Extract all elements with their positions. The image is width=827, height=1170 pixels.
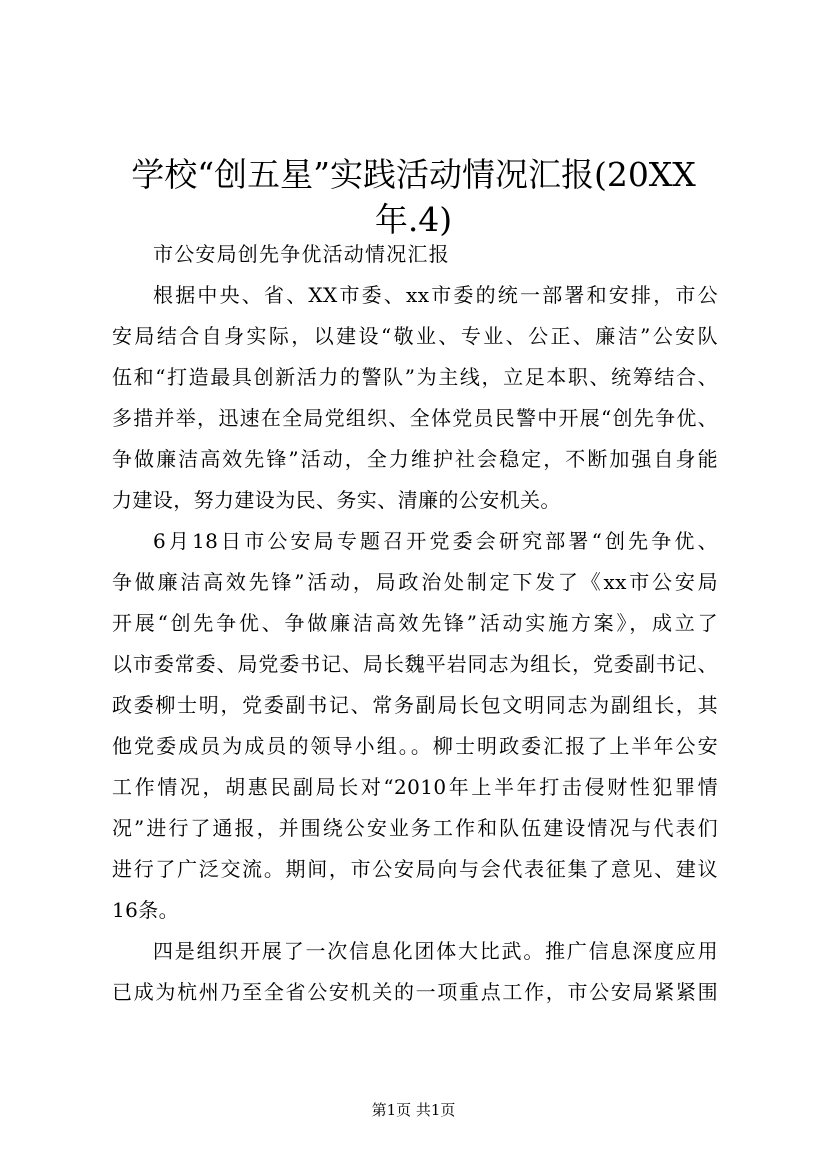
paragraph-line: 工作情况，胡惠民副局长对“2010年上半年打击侵财性犯罪情 — [112, 775, 718, 799]
paragraph-line: 以市委常委、局党委书记、局长魏平岩同志为组长，党委副书记、 — [112, 652, 718, 676]
paragraph-line: 已成为杭州乃至全省公安机关的一项重点工作，市公安局紧紧围 — [112, 980, 718, 1004]
document-title-line: 学校“创五星”实践活动情况汇报(20XX — [131, 155, 696, 194]
paragraph-line: 16条。 — [112, 898, 180, 922]
paragraph-line: 力建设，努力建设为民、务实、清廉的公安机关。 — [112, 488, 561, 512]
document-title — [100, 152, 727, 242]
document-subtitle — [112, 234, 718, 275]
paragraph-line: 况”进行了通报，并围绕公安业务工作和队伍建设情况与代表们 — [112, 816, 718, 840]
paragraph-line: 四是组织开展了一次信息化团体大比武。推广信息深度应用 — [153, 939, 718, 963]
paragraph-line: 6月18日市公安局专题召开党委会研究部署“创先争优、 — [153, 529, 718, 553]
paragraph-line: 根据中央、省、XX市委、xx市委的统一部署和安排，市公 — [153, 283, 718, 307]
paragraph-line: 进行了广泛交流。期间，市公安局向与会代表征集了意见、建议 — [112, 857, 718, 881]
paragraph-line: 政委柳士明，党委副书记、常务副局长包文明同志为副组长，其 — [112, 693, 718, 717]
paragraph-line: 多措并举，迅速在全局党组织、全体党员民警中开展“创先争优、 — [112, 406, 718, 430]
paragraph-line: 他党委成员为成员的领导小组。。柳士明政委汇报了上半年公安 — [112, 734, 718, 758]
document-title-line: 年.4) — [374, 200, 453, 239]
paragraph-line: 争做廉洁高效先锋”活动，局政治处制定下发了《xx市公安局 — [112, 570, 718, 594]
paragraph-line: 争做廉洁高效先锋”活动，全力维护社会稳定，不断加强自身能 — [112, 447, 718, 471]
page-number-footer: 第1页 共1页 — [371, 1101, 456, 1119]
paragraph-line: 开展“创先争优、争做廉洁高效先锋”活动实施方案》，成立了 — [112, 611, 718, 635]
subtitle-text: 市公安局创先争优活动情况汇报 — [153, 242, 450, 266]
document-body — [112, 234, 718, 1013]
paragraph-line: 伍和“打造最具创新活力的警队”为主线，立足本职、统筹结合、 — [112, 365, 718, 389]
paragraph-2 — [112, 521, 718, 931]
paragraph-line: 安局结合自身实际，以建设“敬业、专业、公正、廉洁”公安队 — [112, 324, 718, 348]
paragraph-3 — [112, 931, 718, 1013]
paragraph-1 — [112, 275, 718, 521]
